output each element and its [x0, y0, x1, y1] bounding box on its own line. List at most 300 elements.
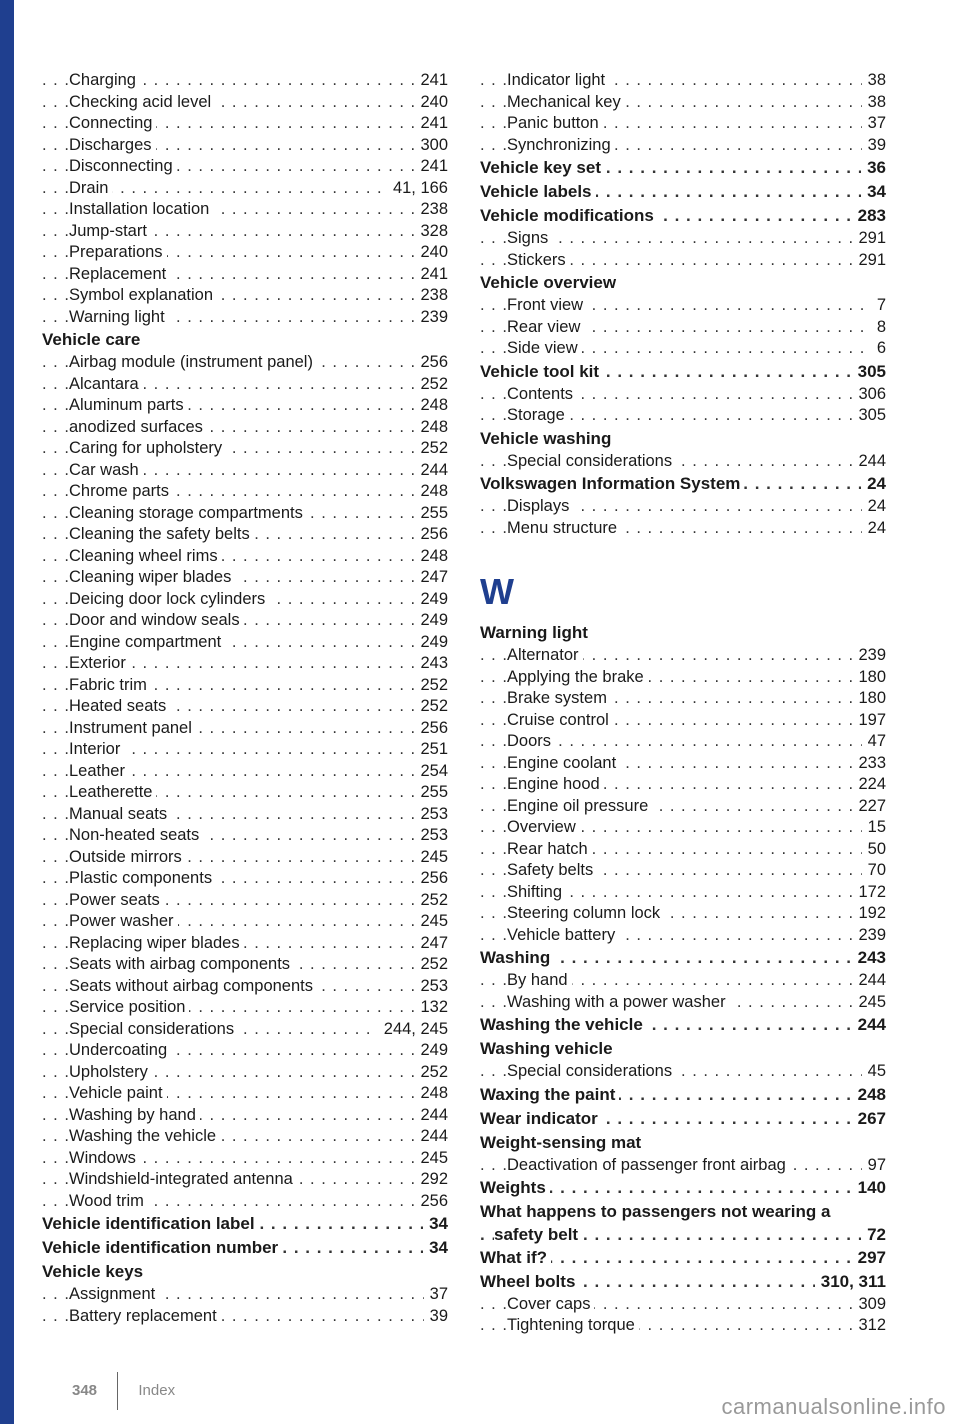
index-subentry: [480, 688, 886, 710]
entry-page-ref: 24: [862, 496, 886, 518]
index-subentry: [42, 460, 448, 482]
entry-label: Storage: [507, 406, 569, 424]
entry-label: Washing the vehicle: [480, 1015, 647, 1034]
index-subentry: [42, 374, 448, 396]
entry-page-ref: 241: [414, 70, 448, 92]
index-subentry: [42, 546, 448, 568]
entry-label: Caring for upholstery: [69, 439, 226, 457]
footer-section-label: Index: [138, 1381, 176, 1399]
entry-label: Manual seats: [69, 805, 171, 823]
entry-page-ref: 34: [423, 1236, 448, 1260]
entry-page-ref: 256: [414, 868, 448, 890]
index-entry: [42, 1212, 448, 1236]
entry-page-ref: 300: [414, 135, 448, 157]
index-subentry: [42, 113, 448, 135]
index-subentry: [42, 156, 448, 178]
entry-page-ref: 255: [414, 503, 448, 525]
footer-divider: [117, 1372, 118, 1410]
entry-page-ref: 34: [423, 1212, 448, 1236]
entry-label: Service position: [69, 998, 189, 1016]
entry-label: Synchronizing: [507, 136, 615, 154]
index-subentry: [480, 135, 886, 157]
page-number: 348: [72, 1381, 98, 1399]
entry-label: Vehicle battery: [507, 926, 619, 944]
index-entry: [480, 1107, 886, 1131]
index-subentry: [480, 338, 886, 360]
entry-label: Seats without airbag components: [69, 977, 317, 995]
entry-page-ref: 252: [414, 675, 448, 697]
entry-page-ref: 244: [414, 1105, 448, 1127]
entry-label: Displays: [507, 497, 573, 515]
entry-label: Alcantara: [69, 375, 143, 393]
entry-page-ref: 248: [852, 1083, 886, 1107]
index-subentry: [42, 242, 448, 264]
entry-page-ref: 267: [852, 1107, 886, 1131]
entry-label: Deactivation of passenger front airbag: [507, 1156, 790, 1174]
entry-page-ref: 291: [852, 250, 886, 272]
entry-page-ref: 24: [862, 518, 886, 540]
index-subentry: [42, 718, 448, 740]
entry-label: Engine hood: [507, 775, 604, 793]
entry-page-ref: 256: [414, 352, 448, 374]
entry-label: Washing: [480, 948, 554, 967]
entry-page-ref: 297: [852, 1246, 886, 1270]
entry-page-ref: 254: [414, 761, 448, 783]
index-subentry: [42, 285, 448, 307]
entry-page-ref: 255: [414, 782, 448, 804]
entry-page-ref: 256: [414, 1191, 448, 1213]
entry-label: Jump-start: [69, 222, 151, 240]
entry-page-ref: 328: [414, 221, 448, 243]
index-subentry: [42, 675, 448, 697]
index-subentry: [480, 970, 886, 992]
entry-label: Connecting: [69, 114, 156, 132]
entry-page-ref: 256: [414, 524, 448, 546]
entry-page-ref: 312: [852, 1315, 886, 1337]
entry-label: Power seats: [69, 891, 164, 909]
entry-label: What happens to passengers not wearing a: [480, 1202, 834, 1221]
entry-page-ref: 172: [852, 882, 886, 904]
index-entry: [480, 1176, 886, 1200]
index-subentry: [480, 295, 886, 317]
entry-label: Volkswagen Information System: [480, 474, 744, 493]
entry-page-ref: 253: [414, 804, 448, 826]
entry-page-ref: 72: [861, 1224, 886, 1246]
entry-page-ref: 252: [414, 954, 448, 976]
index-subentry: [42, 847, 448, 869]
index-subentry: [42, 976, 448, 998]
entry-label: Aluminum parts: [69, 396, 188, 414]
entry-label: Vehicle key set: [480, 158, 605, 177]
entry-page-ref: 241: [414, 156, 448, 178]
index-subentry: [42, 696, 448, 718]
index-subentry: [42, 481, 448, 503]
entry-page-ref: 248: [414, 481, 448, 503]
entry-label: Wear indicator: [480, 1109, 602, 1128]
entry-page-ref: 252: [414, 374, 448, 396]
entry-label: Fabric trim: [69, 676, 151, 694]
entry-page-ref: 192: [852, 903, 886, 925]
entry-page-ref: 243: [414, 653, 448, 675]
entry-page-ref: 256: [414, 718, 448, 740]
entry-label: Windshield-integrated antenna: [69, 1170, 297, 1188]
entry-page-ref: 247: [414, 933, 448, 955]
entry-label: Windows: [69, 1149, 140, 1167]
entry-page-ref: 70: [862, 860, 886, 882]
entry-page-ref: 243: [852, 946, 886, 970]
index-subentry: [480, 113, 886, 135]
entry-label: Leatherette: [69, 783, 156, 801]
entry-label: Undercoating: [69, 1041, 171, 1059]
index-subentry: [480, 796, 886, 818]
entry-label: Stickers: [507, 251, 570, 269]
index-subentry: [42, 825, 448, 847]
index-entry: [480, 180, 886, 204]
entry-label: Drain: [69, 179, 112, 197]
entry-label: Cleaning storage compartments: [69, 504, 307, 522]
entry-label: Deicing door lock cylinders: [69, 590, 269, 608]
entry-label: Non-heated seats: [69, 826, 203, 844]
section-letter-heading: W: [480, 571, 514, 612]
index-subentry: [480, 817, 886, 839]
entry-page-ref: 180: [852, 667, 886, 689]
entry-page-ref: 245: [414, 911, 448, 933]
index-subentry: [42, 1105, 448, 1127]
entry-label: Upholstery: [69, 1063, 152, 1081]
index-subentry: [42, 739, 448, 761]
entry-label: Discharges: [69, 136, 156, 154]
index-subentry: [42, 1148, 448, 1170]
entry-label: Cruise control: [507, 711, 613, 729]
index-entry: [42, 1260, 448, 1284]
entry-label: Special considerations: [69, 1020, 238, 1038]
entry-label: Engine oil pressure: [507, 797, 652, 815]
entry-page-ref: 305: [852, 405, 886, 427]
entry-label: Mechanical key: [507, 93, 625, 111]
entry-label: Rear view: [507, 318, 584, 336]
entry-label: Alternator: [507, 646, 583, 664]
entry-page-ref: 239: [414, 307, 448, 329]
left-color-bar: [0, 0, 14, 1424]
index-entry: [42, 328, 448, 352]
entry-label: Airbag module (instrument panel): [69, 353, 317, 371]
entry-label: Vehicle identification number: [42, 1238, 282, 1257]
entry-label: Vehicle keys: [42, 1262, 147, 1281]
entry-label: Checking acid level: [69, 93, 215, 111]
index-subentry: [480, 710, 886, 732]
entry-label: Vehicle labels: [480, 182, 596, 201]
entry-label: Installation location: [69, 200, 213, 218]
entry-page-ref: 245: [414, 1148, 448, 1170]
entry-page-ref: 305: [852, 360, 886, 384]
index-subentry: [42, 567, 448, 589]
index-subentry: [42, 1126, 448, 1148]
index-subentry: [42, 92, 448, 114]
entry-label: Heated seats: [69, 697, 170, 715]
entry-label: Safety belts: [507, 861, 597, 879]
entry-label: Engine coolant: [507, 754, 620, 772]
index-entry: [480, 1224, 886, 1246]
entry-page-ref: 37: [424, 1284, 448, 1306]
entry-page-ref: 283: [852, 204, 886, 228]
index-subentry: [42, 199, 448, 221]
index-entry: [480, 427, 886, 451]
entry-page-ref: 248: [414, 395, 448, 417]
entry-page-ref: 252: [414, 1062, 448, 1084]
index-subentry: [480, 384, 886, 406]
entry-page-ref: 39: [424, 1306, 448, 1328]
index-subentry: [42, 782, 448, 804]
index-subentry: [42, 761, 448, 783]
entry-page-ref: 240: [414, 92, 448, 114]
entry-label: What if?: [480, 1248, 551, 1267]
index-subentry: [42, 653, 448, 675]
entry-page-ref: 248: [414, 1083, 448, 1105]
entry-label: safety belt: [494, 1225, 582, 1244]
index-subentry: [42, 610, 448, 632]
entry-label: Leather: [69, 762, 129, 780]
index-entry: [480, 204, 886, 228]
entry-page-ref: 7: [871, 295, 886, 317]
entry-page-ref: 252: [414, 696, 448, 718]
entry-page-ref: 244, 245: [378, 1019, 448, 1041]
index-entry: [480, 946, 886, 970]
entry-page-ref: 41, 166: [387, 178, 448, 200]
entry-page-ref: 132: [414, 997, 448, 1019]
entry-label: Outside mirrors: [69, 848, 186, 866]
entry-page-ref: 245: [852, 992, 886, 1014]
entry-label: Assignment: [69, 1285, 159, 1303]
page-footer: [72, 1372, 175, 1410]
index-entry: [480, 472, 886, 496]
index-subentry: [42, 70, 448, 92]
entry-page-ref: 197: [852, 710, 886, 732]
entry-label: Menu structure: [507, 519, 621, 537]
entry-label: Tightening torque: [507, 1316, 639, 1334]
index-subentry: [42, 954, 448, 976]
entry-label: Cover caps: [507, 1295, 594, 1313]
entry-label: Wood trim: [69, 1192, 148, 1210]
entry-label: Rear hatch: [507, 840, 592, 858]
index-subentry: [480, 228, 886, 250]
index-subentry: [42, 804, 448, 826]
entry-page-ref: 34: [861, 180, 886, 204]
entry-page-ref: 244: [414, 1126, 448, 1148]
index-subentry: [42, 1040, 448, 1062]
entry-label: Vehicle tool kit: [480, 362, 603, 381]
entry-page-ref: 241: [414, 113, 448, 135]
entry-label: Cleaning wiper blades: [69, 568, 235, 586]
entry-label: Chrome parts: [69, 482, 173, 500]
index-subentry: [42, 632, 448, 654]
entry-page-ref: 239: [852, 925, 886, 947]
entry-page-ref: 249: [414, 589, 448, 611]
entry-page-ref: 47: [862, 731, 886, 753]
index-subentry: [480, 882, 886, 904]
index-entry: [480, 1270, 886, 1294]
entry-label: Doors: [507, 732, 555, 750]
entry-page-ref: 180: [852, 688, 886, 710]
index-entry: [480, 1131, 886, 1155]
index-subentry: [42, 178, 448, 200]
index-subentry: [480, 753, 886, 775]
entry-page-ref: 45: [862, 1061, 886, 1083]
index-entry: [480, 1037, 886, 1061]
index-entry: [480, 156, 886, 180]
entry-page-ref: 36: [861, 156, 886, 180]
entry-page-ref: 15: [862, 817, 886, 839]
entry-page-ref: 253: [414, 976, 448, 998]
index-subentry: [42, 417, 448, 439]
index-subentry: [480, 903, 886, 925]
entry-label: Plastic components: [69, 869, 216, 887]
entry-label: Applying the brake: [507, 668, 648, 686]
index-subentry: [480, 92, 886, 114]
index-right-top: [480, 70, 886, 539]
entry-label: Vehicle paint: [69, 1084, 167, 1102]
entry-page-ref: 306: [852, 384, 886, 406]
entry-page-ref: 310, 311: [815, 1270, 886, 1294]
entry-label: anodized surfaces: [69, 418, 207, 436]
index-right-bottom: [480, 621, 886, 1337]
entry-page-ref: 244: [852, 1013, 886, 1037]
entry-label: Interior: [69, 740, 124, 758]
entry-label: Charging: [69, 71, 140, 89]
entry-label: Battery replacement: [69, 1307, 221, 1325]
index-subentry: [480, 1315, 886, 1337]
entry-label: Cleaning wheel rims: [69, 547, 222, 565]
index-subentry: [480, 451, 886, 473]
entry-page-ref: 224: [852, 774, 886, 796]
entry-page-ref: 252: [414, 890, 448, 912]
index-subentry: [42, 1019, 448, 1041]
index-entry: [480, 1083, 886, 1107]
entry-page-ref: 244: [414, 460, 448, 482]
entry-page-ref: 244: [852, 451, 886, 473]
entry-label: Front view: [507, 296, 587, 314]
entry-page-ref: 292: [414, 1169, 448, 1191]
entry-page-ref: 97: [862, 1155, 886, 1177]
index-subentry: [480, 1155, 886, 1177]
index-subentry: [42, 1169, 448, 1191]
index-subentry: [42, 1191, 448, 1213]
entry-label: Washing vehicle: [480, 1039, 617, 1058]
index-subentry: [42, 911, 448, 933]
index-subentry: [480, 925, 886, 947]
entry-label: Washing by hand: [69, 1106, 200, 1124]
index-entry: [480, 1013, 886, 1037]
entry-label: Replacing wiper blades: [69, 934, 244, 952]
entry-page-ref: 291: [852, 228, 886, 250]
entry-label: Disconnecting: [69, 157, 177, 175]
index-subentry: [42, 524, 448, 546]
entry-label: Washing with a power washer: [507, 993, 730, 1011]
entry-page-ref: 38: [862, 70, 886, 92]
entry-label: Replacement: [69, 265, 170, 283]
entry-label: Vehicle identification label: [42, 1214, 259, 1233]
entry-label: Door and window seals: [69, 611, 244, 629]
index-entry: [480, 271, 886, 295]
index-entry: [480, 1200, 886, 1224]
index-subentry: [480, 1294, 886, 1316]
entry-page-ref: 248: [414, 546, 448, 568]
entry-page-ref: 309: [852, 1294, 886, 1316]
index-subentry: [42, 1062, 448, 1084]
entry-label: Cleaning the safety belts: [69, 525, 254, 543]
index-subentry: [42, 933, 448, 955]
entry-page-ref: 227: [852, 796, 886, 818]
index-subentry: [480, 250, 886, 272]
entry-page-ref: 39: [862, 135, 886, 157]
entry-label: Exterior: [69, 654, 130, 672]
index-subentry: [480, 667, 886, 689]
entry-page-ref: 252: [414, 438, 448, 460]
entry-page-ref: 253: [414, 825, 448, 847]
entry-page-ref: 238: [414, 285, 448, 307]
entry-label: Brake system: [507, 689, 611, 707]
entry-label: By hand: [507, 971, 572, 989]
index-subentry: [480, 992, 886, 1014]
index-subentry: [480, 731, 886, 753]
entry-label: Seats with airbag components: [69, 955, 294, 973]
index-subentry: [42, 890, 448, 912]
index-subentry: [42, 264, 448, 286]
entry-label: Power washer: [69, 912, 178, 930]
entry-label: Warning light: [69, 308, 169, 326]
index-entry: [480, 621, 886, 645]
index-column-left: [42, 70, 448, 1327]
entry-label: Preparations: [69, 243, 167, 261]
entry-label: Vehicle overview: [480, 273, 620, 292]
entry-page-ref: 6: [871, 338, 886, 360]
entry-label: Shifting: [507, 883, 566, 901]
entry-page-ref: 248: [414, 417, 448, 439]
index-subentry: [42, 1284, 448, 1306]
index-subentry: [42, 438, 448, 460]
index-subentry: [42, 997, 448, 1019]
index-entry: [480, 1246, 886, 1270]
index-subentry: [480, 518, 886, 540]
entry-label: Vehicle washing: [480, 429, 615, 448]
entry-page-ref: 239: [852, 645, 886, 667]
entry-label: Vehicle modifications: [480, 206, 658, 225]
entry-page-ref: 249: [414, 610, 448, 632]
index-subentry: [480, 860, 886, 882]
index-subentry: [42, 868, 448, 890]
entry-label: Side view: [507, 339, 582, 357]
entry-page-ref: 233: [852, 753, 886, 775]
index-subentry: [42, 221, 448, 243]
watermark-text: carmanualsonline.info: [721, 1394, 946, 1419]
entry-label: Warning light: [480, 623, 592, 642]
index-subentry: [42, 503, 448, 525]
entry-page-ref: 240: [414, 242, 448, 264]
entry-label: Special considerations: [507, 452, 676, 470]
index-subentry: [480, 70, 886, 92]
index-entry: [480, 360, 886, 384]
entry-page-ref: 249: [414, 632, 448, 654]
entry-page-ref: 50: [862, 839, 886, 861]
index-subentry: [480, 317, 886, 339]
index-subentry: [480, 645, 886, 667]
entry-page-ref: 245: [414, 847, 448, 869]
index-subentry: [42, 1083, 448, 1105]
entry-label: Panic button: [507, 114, 603, 132]
index-subentry: [42, 589, 448, 611]
entry-label: Car wash: [69, 461, 143, 479]
index-subentry: [480, 496, 886, 518]
index-subentry: [480, 1061, 886, 1083]
